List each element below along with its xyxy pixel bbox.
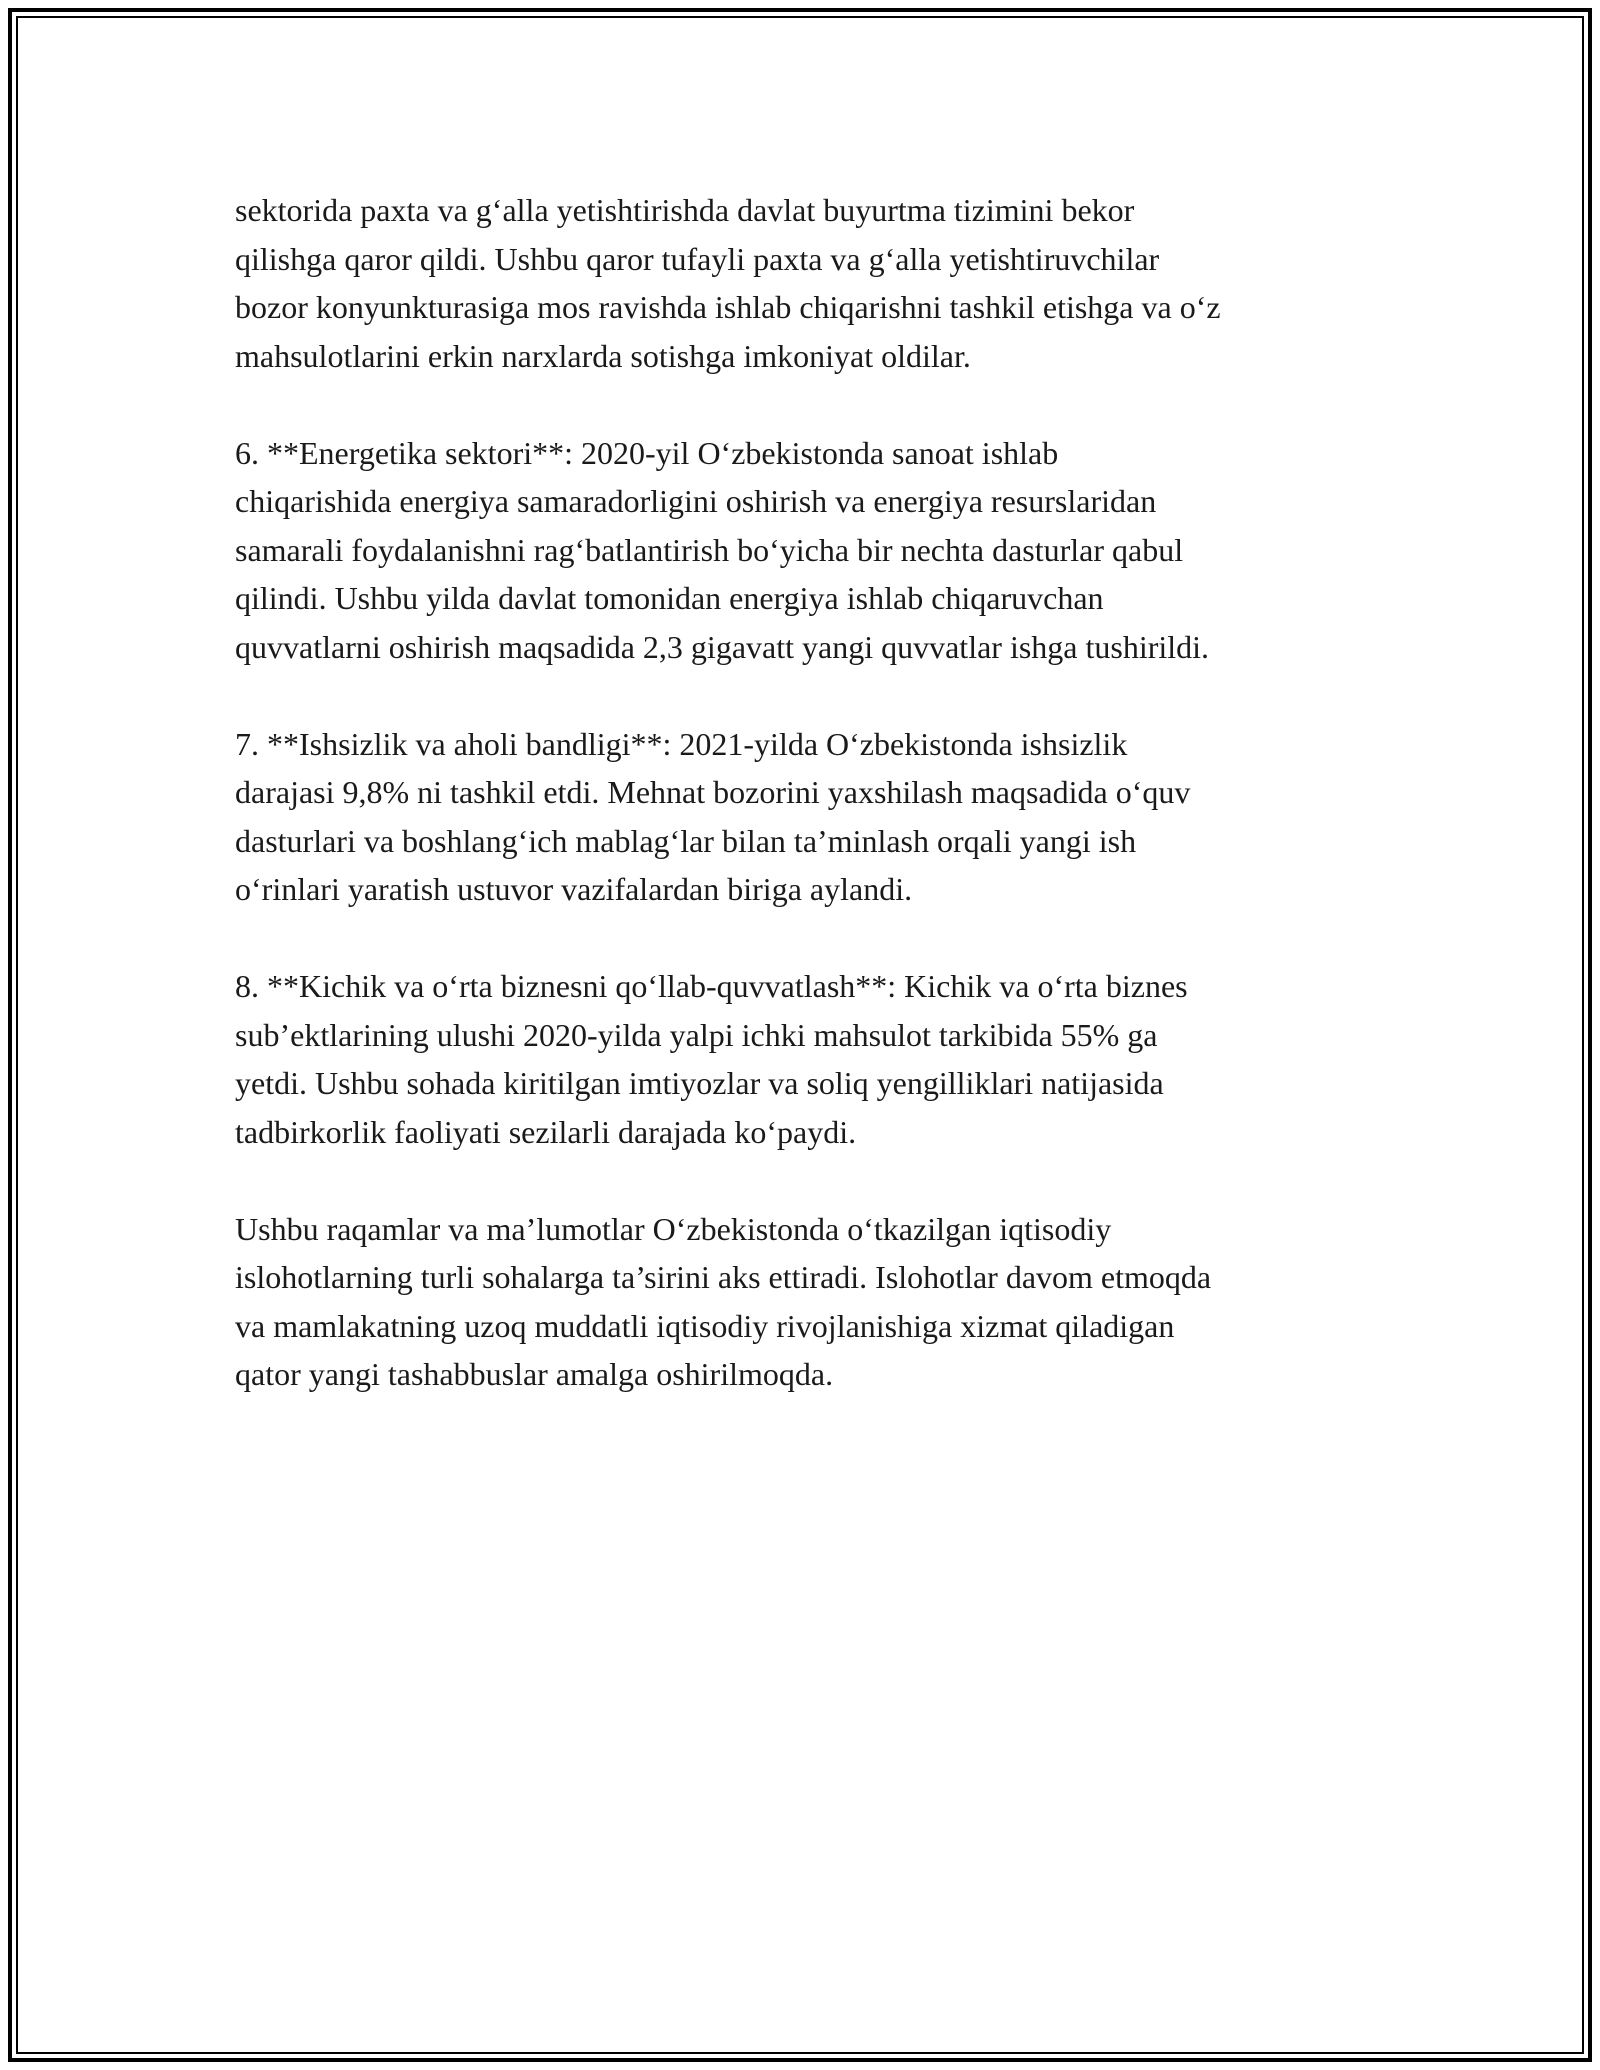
text-line: yetdi. Ushbu sohada kiritilgan imtiyozlar va soliq yengilliklari natijasida [235, 1065, 1164, 1101]
text-line: 6. **Energetika sektori**: 2020-yil O‘zbekistonda sanoat ishlab [235, 434, 1059, 471]
text-line: quvvatlarni oshirish maqsadida 2,3 gigavatt yangi quvvatlar ishga tushirildi. [235, 628, 1210, 665]
paragraph-crop-sector [235, 186, 1395, 380]
text-line: darajasi 9,8% ni tashkil etdi. Mehnat bozorini yaxshilash maqsadida o‘quv [235, 774, 1191, 810]
paragraph-small-business [235, 962, 1395, 1156]
text-line: samarali foydalanishni rag‘batlantirish bo‘yicha bir nechta dasturlar qabul [235, 531, 1184, 568]
text-line: islohotlarning turli sohalarga ta’sirini aks ettiradi. Islohotlar davom etmoqda [235, 1259, 1212, 1295]
text-line: va mamlakatning uzoq muddatli iqtisodiy rivojlanishiga xizmat qiladigan [235, 1307, 1175, 1344]
text-line: 8. **Kichik va o‘rta biznesni qo‘llab-quvvatlash**: Kichik va o‘rta biznes [235, 968, 1188, 1004]
text-line: 7. **Ishsizlik va aholi bandligi**: 2021-yilda O‘zbekistonda ishsizlik [235, 725, 1128, 762]
text-line: mahsulotlarini erkin narxlarda sotishga imkoniyat oldilar. [235, 337, 971, 374]
text-line: tadbirkorlik faoliyati sezilarli darajada ko‘paydi. [235, 1113, 857, 1150]
text-line: sub’ektlarining ulushi 2020-yilda yalpi ichki mahsulot tarkibida 55% ga [235, 1016, 1158, 1053]
paragraph-conclusion [235, 1205, 1395, 1399]
text-line: chiqarishida energiya samaradorligini oshirish va energiya resurslaridan [235, 483, 1157, 519]
text-line: sektorida paxta va g‘alla yetishtirishda davlat buyurtma tizimini bekor [235, 192, 1135, 228]
text-line: qilindi. Ushbu yilda davlat tomonidan energiya ishlab chiqaruvchan [235, 580, 1104, 616]
paragraph-energy-sector [235, 429, 1395, 672]
text-line: qator yangi tashabbuslar amalga oshirilmoqda. [235, 1356, 834, 1392]
text-line: bozor konyunkturasiga mos ravishda ishlab chiqarishni tashkil etishga va o‘z [235, 289, 1221, 325]
document-body [235, 186, 1395, 1447]
text-line: Ushbu raqamlar va ma’lumotlar O‘zbekistonda o‘tkazilgan iqtisodiy [235, 1210, 1112, 1247]
text-line: qilishga qaror qildi. Ushbu qaror tufayli paxta va g‘alla yetishtiruvchilar [235, 240, 1160, 277]
paragraph-unemployment [235, 720, 1395, 914]
text-line: o‘rinlari yaratish ustuvor vazifalardan biriga aylandi. [235, 871, 913, 907]
text-line: dasturlari va boshlang‘ich mablag‘lar bilan ta’minlash orqali yangi ish [235, 822, 1137, 859]
